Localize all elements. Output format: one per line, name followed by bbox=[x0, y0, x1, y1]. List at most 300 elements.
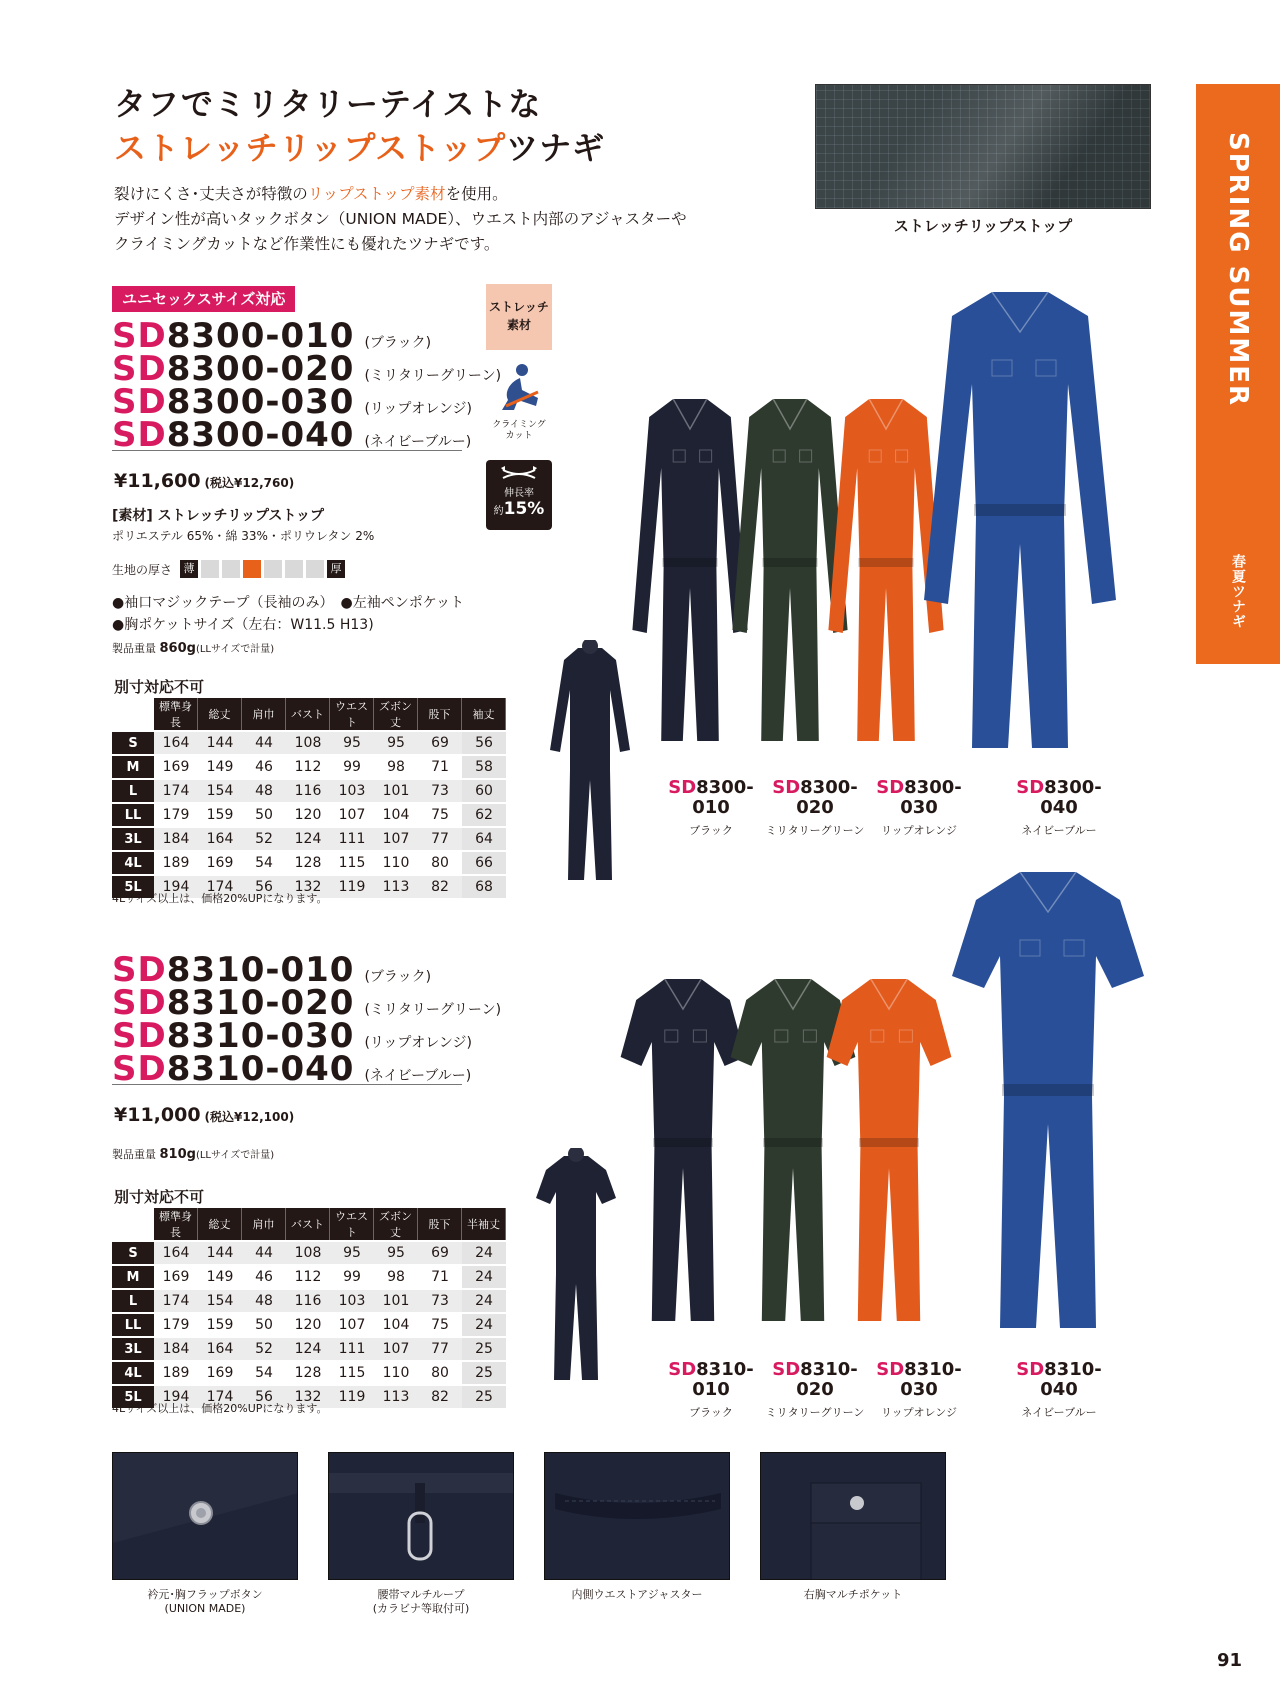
size-cell: 154 bbox=[198, 1290, 242, 1312]
climbing-cut-icon bbox=[486, 362, 552, 442]
size-cell: 24 bbox=[462, 1290, 506, 1312]
size-cell: 189 bbox=[154, 1362, 198, 1384]
size-label: M bbox=[112, 756, 154, 778]
size-cell: 82 bbox=[418, 1386, 462, 1408]
size-cell: 77 bbox=[418, 1338, 462, 1360]
size-cell: 52 bbox=[242, 828, 286, 850]
elongation-value: 15% bbox=[503, 499, 545, 519]
size-cell: 112 bbox=[286, 756, 330, 778]
model-number: 8310-040 bbox=[166, 1049, 355, 1089]
size-cell: 54 bbox=[242, 852, 286, 874]
size-header: ズボン丈 bbox=[374, 1208, 418, 1240]
size-cell: 194 bbox=[154, 1386, 198, 1408]
stretch-label-line2: 素材 bbox=[506, 318, 531, 332]
thickness-label: 生地の厚さ bbox=[112, 562, 173, 577]
size-cell: 149 bbox=[198, 756, 242, 778]
size-cell: 101 bbox=[374, 780, 418, 802]
size-cell: 69 bbox=[418, 1242, 462, 1264]
size-label: S bbox=[112, 1242, 154, 1264]
label-code-suffix: 030 bbox=[900, 797, 938, 818]
size-row bbox=[112, 828, 506, 850]
weight-value: 860g bbox=[159, 641, 196, 656]
label-prefix: SD bbox=[1016, 1359, 1045, 1380]
label-prefix: SD bbox=[668, 777, 697, 798]
size-label: 3L bbox=[112, 1338, 154, 1360]
size-cell: 48 bbox=[242, 780, 286, 802]
size-cell: 149 bbox=[198, 1266, 242, 1288]
size-cell: 174 bbox=[154, 1290, 198, 1312]
unisex-badge: ユニセックスサイズ対応 bbox=[112, 286, 295, 312]
size-cell: 132 bbox=[286, 876, 330, 898]
thickness-box bbox=[264, 560, 282, 578]
size-cell: 113 bbox=[374, 1386, 418, 1408]
coverall-orange bbox=[828, 399, 943, 741]
elongation-prefix: 約 bbox=[493, 506, 504, 517]
label-prefix: SD bbox=[876, 777, 905, 798]
size-label: 5L bbox=[112, 1386, 154, 1408]
model-photo-long-sleeve bbox=[540, 640, 640, 890]
label-prefix: SD bbox=[772, 777, 801, 798]
label-color-name: ブラック bbox=[689, 824, 733, 837]
product1-price bbox=[114, 470, 294, 492]
fabric-swatch-image bbox=[815, 84, 1151, 209]
climbing-label-line2: カット bbox=[505, 431, 533, 441]
size-header: 総丈 bbox=[198, 1208, 242, 1240]
size-cell: 73 bbox=[418, 780, 462, 802]
model-prefix: SD bbox=[112, 983, 167, 1023]
size-label: M bbox=[112, 1266, 154, 1288]
coverall-black bbox=[632, 399, 747, 741]
label-code-suffix: 010 bbox=[692, 797, 730, 818]
fabric-thickness bbox=[112, 560, 348, 578]
size-row bbox=[112, 756, 506, 778]
size-cell: 116 bbox=[286, 780, 330, 802]
size-cell: 80 bbox=[418, 1362, 462, 1384]
label-code-suffix: 020 bbox=[796, 1379, 834, 1400]
size-cell: 46 bbox=[242, 756, 286, 778]
size-label: LL bbox=[112, 804, 154, 826]
size-cell: 66 bbox=[462, 852, 506, 874]
product1-material bbox=[112, 506, 374, 546]
model-line bbox=[112, 349, 502, 389]
label-color-name: ネイビーブルー bbox=[1021, 824, 1097, 837]
label-color-name: ミリタリーグリーン bbox=[765, 824, 865, 837]
feature-item: ●胸ポケットサイズ（左右：W11.5 H13) bbox=[112, 617, 374, 633]
thickness-box bbox=[222, 560, 240, 578]
size-cell: 71 bbox=[418, 756, 462, 778]
label-code-suffix: 020 bbox=[796, 797, 834, 818]
size-cell: 64 bbox=[462, 828, 506, 850]
headline bbox=[114, 82, 605, 170]
weight-label: 製品重量 bbox=[112, 642, 156, 655]
size-cell: 113 bbox=[374, 876, 418, 898]
size-cell: 119 bbox=[330, 876, 374, 898]
label-code: 8310- bbox=[1044, 1359, 1102, 1380]
size-cell: 48 bbox=[242, 1290, 286, 1312]
size-label: 3L bbox=[112, 828, 154, 850]
feature-item: ●袖口マジックテープ（長袖のみ） ●左袖ペンポケット bbox=[112, 595, 465, 611]
model-line bbox=[112, 983, 502, 1023]
intro-highlight: リップストップ素材 bbox=[307, 185, 446, 203]
size-header: バスト bbox=[286, 698, 330, 730]
weight-value: 810g bbox=[159, 1147, 196, 1162]
size-label: 5L bbox=[112, 876, 154, 898]
size-cell: 108 bbox=[286, 732, 330, 754]
model-number: 8310-010 bbox=[166, 950, 355, 990]
size-cell: 179 bbox=[154, 1314, 198, 1336]
size-cell: 24 bbox=[462, 1266, 506, 1288]
model-line bbox=[112, 1049, 501, 1089]
coverall-black bbox=[621, 979, 746, 1321]
detail-photo-waist-loop bbox=[328, 1452, 514, 1580]
size-cell: 104 bbox=[374, 804, 418, 826]
model-prefix: SD bbox=[112, 950, 167, 990]
size-cell: 164 bbox=[198, 1338, 242, 1360]
size-header-blank bbox=[112, 698, 154, 730]
intro-line3: クライミングカットなど作業性にも優れたツナギです。 bbox=[114, 235, 500, 253]
size-cell: 25 bbox=[462, 1338, 506, 1360]
product2-weight bbox=[112, 1146, 274, 1162]
detail-caption-line2: (カラビナ等取付可) bbox=[372, 1602, 470, 1615]
size-cell: 73 bbox=[418, 1290, 462, 1312]
detail-caption-line2: (UNION MADE) bbox=[164, 1602, 246, 1615]
model-line bbox=[112, 382, 501, 422]
size-cell: 119 bbox=[330, 1386, 374, 1408]
model-prefix: SD bbox=[112, 1016, 167, 1056]
label-color-name: ミリタリーグリーン bbox=[765, 1406, 865, 1419]
model-color: (リップオレンジ) bbox=[364, 1035, 472, 1051]
label-code-suffix: 010 bbox=[692, 1379, 730, 1400]
size-header: 肩巾 bbox=[242, 1208, 286, 1240]
size-row bbox=[112, 732, 506, 754]
headline-highlight: ストレッチリップストップ bbox=[114, 129, 507, 167]
size-cell: 98 bbox=[374, 756, 418, 778]
size-cell: 77 bbox=[418, 828, 462, 850]
size-cell: 80 bbox=[418, 852, 462, 874]
detail-photo-waist-adjuster bbox=[544, 1452, 730, 1580]
product-label bbox=[864, 778, 974, 838]
size-label: L bbox=[112, 1290, 154, 1312]
model-number: 8310-030 bbox=[166, 1016, 355, 1056]
size-row bbox=[112, 1290, 506, 1312]
product-label bbox=[760, 778, 870, 838]
band-subtitle: 春夏ツナギ bbox=[1230, 554, 1246, 629]
size-cell: 144 bbox=[198, 1242, 242, 1264]
headline-line2 bbox=[114, 126, 605, 170]
detail-caption-line1: 右胸マルチポケット bbox=[803, 1588, 903, 1601]
size-cell: 184 bbox=[154, 828, 198, 850]
size-label: LL bbox=[112, 1314, 154, 1336]
label-prefix: SD bbox=[876, 1359, 905, 1380]
detail-caption-line1: 腰帯マルチループ bbox=[377, 1588, 465, 1601]
label-prefix: SD bbox=[668, 1359, 697, 1380]
size-cell: 25 bbox=[462, 1362, 506, 1384]
model-line bbox=[112, 1016, 501, 1056]
label-color-name: ネイビーブルー bbox=[1021, 1406, 1097, 1419]
thickness-box bbox=[306, 560, 324, 578]
thickness-box bbox=[285, 560, 303, 578]
size-cell: 128 bbox=[286, 1362, 330, 1384]
size-cell: 164 bbox=[154, 1242, 198, 1264]
size-cell: 110 bbox=[374, 1362, 418, 1384]
size-cell: 69 bbox=[418, 732, 462, 754]
size-cell: 169 bbox=[154, 756, 198, 778]
size-cell: 103 bbox=[330, 1290, 374, 1312]
size-row bbox=[112, 1362, 506, 1384]
size-table-2 bbox=[112, 1206, 506, 1410]
product2-price bbox=[114, 1104, 294, 1126]
size-cell: 124 bbox=[286, 828, 330, 850]
model-line bbox=[112, 950, 501, 990]
detail-photo-collar-button bbox=[112, 1452, 298, 1580]
price-tax: (税込¥12,760) bbox=[204, 476, 295, 490]
size-cell: 132 bbox=[286, 1386, 330, 1408]
detail-caption-line1: 衿元･胸フラップボタン bbox=[147, 1588, 263, 1601]
size-header: 袖丈 bbox=[462, 698, 506, 730]
size-header: 股下 bbox=[418, 1208, 462, 1240]
size-cell: 95 bbox=[330, 1242, 374, 1264]
size-cell: 56 bbox=[242, 1386, 286, 1408]
climbing-label-line1: クライミング bbox=[492, 420, 546, 430]
fabric-swatch-caption: ストレッチリップストップ bbox=[893, 217, 1073, 235]
size-cell: 75 bbox=[418, 1314, 462, 1336]
size-row bbox=[112, 804, 506, 826]
size-header: 肩巾 bbox=[242, 698, 286, 730]
size-cell: 46 bbox=[242, 1266, 286, 1288]
size-cell: 174 bbox=[198, 1386, 242, 1408]
size-cell: 164 bbox=[198, 828, 242, 850]
label-code-suffix: 040 bbox=[1040, 1379, 1078, 1400]
size-header: 標準身長 bbox=[154, 1208, 198, 1240]
size-cell: 82 bbox=[418, 876, 462, 898]
elongation-icon bbox=[486, 460, 552, 530]
size-cell: 44 bbox=[242, 1242, 286, 1264]
size-cell: 50 bbox=[242, 1314, 286, 1336]
material-name: [素材] ストレッチリップストップ bbox=[112, 508, 324, 524]
model-color: (ブラック) bbox=[364, 335, 432, 351]
size-header: 股下 bbox=[418, 698, 462, 730]
thickness-thin: 薄 bbox=[180, 560, 198, 578]
label-code: 8310- bbox=[800, 1359, 858, 1380]
size-note: 4Lサイズ以上は、価格20%UPになります。 bbox=[112, 1402, 328, 1415]
size-label: L bbox=[112, 780, 154, 802]
detail-caption bbox=[112, 1588, 298, 1616]
short-sleeve-coveralls-group bbox=[618, 860, 1198, 1340]
band-title: SPRING SUMMER bbox=[1223, 132, 1253, 407]
size-cell: 95 bbox=[330, 732, 374, 754]
size-cell: 95 bbox=[374, 732, 418, 754]
model-number: 8310-020 bbox=[166, 983, 355, 1023]
size-cell: 116 bbox=[286, 1290, 330, 1312]
size-header: ウエスト bbox=[330, 698, 374, 730]
size-cell: 120 bbox=[286, 804, 330, 826]
size-header: ウエスト bbox=[330, 1208, 374, 1240]
model-color: (ネイビーブルー) bbox=[364, 434, 472, 450]
size-header: ズボン丈 bbox=[374, 698, 418, 730]
size-cell: 104 bbox=[374, 1314, 418, 1336]
coverall-green bbox=[732, 399, 847, 741]
size-row bbox=[112, 1338, 506, 1360]
size-cell: 107 bbox=[374, 828, 418, 850]
size-header: 標準身長 bbox=[154, 698, 198, 730]
price-tax: (税込¥12,100) bbox=[204, 1110, 295, 1124]
size-cell: 99 bbox=[330, 756, 374, 778]
page-number: 91 bbox=[1216, 1650, 1242, 1671]
label-color-name: リップオレンジ bbox=[881, 1406, 957, 1419]
stretch-material-icon bbox=[486, 284, 552, 350]
size-cell: 115 bbox=[330, 1362, 374, 1384]
size-cell: 24 bbox=[462, 1314, 506, 1336]
model-prefix: SD bbox=[112, 1049, 167, 1089]
size-cell: 120 bbox=[286, 1314, 330, 1336]
size-cell: 98 bbox=[374, 1266, 418, 1288]
size-table-title: 別寸対応不可 bbox=[114, 678, 205, 696]
price-value: ¥11,000 bbox=[114, 1104, 201, 1126]
size-cell: 60 bbox=[462, 780, 506, 802]
label-code: 8300- bbox=[1044, 777, 1102, 798]
intro-line1-pre: 裂けにくさ･丈夫さが特徴の bbox=[114, 185, 308, 203]
label-code-suffix: 040 bbox=[1040, 797, 1078, 818]
model-line bbox=[112, 316, 501, 356]
size-table-title: 別寸対応不可 bbox=[114, 1188, 205, 1206]
label-prefix: SD bbox=[1016, 777, 1045, 798]
product-label bbox=[656, 1360, 766, 1420]
size-cell: 71 bbox=[418, 1266, 462, 1288]
model-number: 8300-040 bbox=[166, 415, 355, 455]
size-cell: 99 bbox=[330, 1266, 374, 1288]
stretch-arrows-icon bbox=[499, 464, 539, 484]
model-color: (リップオレンジ) bbox=[364, 401, 472, 417]
long-sleeve-coveralls-group bbox=[630, 280, 1190, 760]
model-color: (ネイビーブルー) bbox=[364, 1068, 472, 1084]
size-cell: 115 bbox=[330, 852, 374, 874]
size-cell: 174 bbox=[198, 876, 242, 898]
size-table-1 bbox=[112, 696, 506, 900]
product1-features bbox=[112, 592, 464, 636]
model-color: (ミリタリーグリーン) bbox=[364, 368, 502, 384]
product2-models bbox=[112, 950, 502, 1089]
stretch-label-line1: ストレッチ bbox=[489, 300, 549, 314]
detail-caption bbox=[760, 1588, 946, 1602]
size-cell: 52 bbox=[242, 1338, 286, 1360]
label-code: 8300- bbox=[800, 777, 858, 798]
intro-line2: デザイン性が高いタックボタン（UNION MADE）、ウエスト内部のアジャスターや bbox=[114, 210, 687, 228]
size-cell: 103 bbox=[330, 780, 374, 802]
size-cell: 107 bbox=[330, 1314, 374, 1336]
size-cell: 75 bbox=[418, 804, 462, 826]
category-band bbox=[1196, 84, 1280, 664]
detail-caption bbox=[328, 1588, 514, 1616]
product-label bbox=[760, 1360, 870, 1420]
material-composition: ポリエステル 65%・綿 33%・ポリウレタン 2% bbox=[112, 529, 375, 543]
product-label bbox=[1004, 1360, 1114, 1420]
label-code: 8310- bbox=[904, 1359, 962, 1380]
size-cell: 56 bbox=[462, 732, 506, 754]
label-prefix: SD bbox=[772, 1359, 801, 1380]
size-cell: 169 bbox=[198, 852, 242, 874]
size-cell: 194 bbox=[154, 876, 198, 898]
size-cell: 169 bbox=[198, 1362, 242, 1384]
size-cell: 25 bbox=[462, 1386, 506, 1408]
intro-line1-post: を使用。 bbox=[445, 185, 508, 203]
weight-note: (LLサイズで計量) bbox=[195, 644, 275, 655]
model-color: (ブラック) bbox=[364, 969, 432, 985]
size-cell: 144 bbox=[198, 732, 242, 754]
size-cell: 128 bbox=[286, 852, 330, 874]
headline-rest: ツナギ bbox=[506, 129, 606, 167]
size-cell: 107 bbox=[374, 1338, 418, 1360]
size-header: 半袖丈 bbox=[462, 1208, 506, 1240]
size-cell: 58 bbox=[462, 756, 506, 778]
size-cell: 159 bbox=[198, 804, 242, 826]
headline-line1: タフでミリタリーテイストな bbox=[114, 85, 542, 123]
model-number: 8300-020 bbox=[166, 349, 355, 389]
size-cell: 159 bbox=[198, 1314, 242, 1336]
model-prefix: SD bbox=[112, 349, 167, 389]
size-cell: 179 bbox=[154, 804, 198, 826]
coverall-navy bbox=[924, 292, 1116, 748]
label-color-name: ブラック bbox=[689, 1406, 733, 1419]
size-cell: 189 bbox=[154, 852, 198, 874]
size-cell: 24 bbox=[462, 1242, 506, 1264]
detail-photo-chest-pocket bbox=[760, 1452, 946, 1580]
weight-label: 製品重量 bbox=[112, 1148, 156, 1161]
price-value: ¥11,600 bbox=[114, 470, 201, 492]
product-label bbox=[656, 778, 766, 838]
size-cell: 184 bbox=[154, 1338, 198, 1360]
size-cell: 50 bbox=[242, 804, 286, 826]
intro-text bbox=[114, 182, 687, 257]
climbing-figure-icon bbox=[492, 362, 546, 416]
size-header: 総丈 bbox=[198, 698, 242, 730]
coverall-orange bbox=[827, 979, 952, 1321]
size-cell: 56 bbox=[242, 876, 286, 898]
model-color: (ミリタリーグリーン) bbox=[364, 1002, 502, 1018]
size-cell: 101 bbox=[374, 1290, 418, 1312]
size-row bbox=[112, 1266, 506, 1288]
detail-caption bbox=[544, 1588, 730, 1602]
size-cell: 108 bbox=[286, 1242, 330, 1264]
label-code: 8300- bbox=[696, 777, 754, 798]
size-header-blank bbox=[112, 1208, 154, 1240]
size-cell: 111 bbox=[330, 828, 374, 850]
size-cell: 111 bbox=[330, 1338, 374, 1360]
size-cell: 164 bbox=[154, 732, 198, 754]
model-prefix: SD bbox=[112, 382, 167, 422]
size-cell: 68 bbox=[462, 876, 506, 898]
thickness-thick: 厚 bbox=[327, 560, 345, 578]
size-label: S bbox=[112, 732, 154, 754]
size-row bbox=[112, 1242, 506, 1264]
size-cell: 95 bbox=[374, 1242, 418, 1264]
product1-weight bbox=[112, 640, 274, 656]
size-label: 4L bbox=[112, 852, 154, 874]
model-photo-short-sleeve bbox=[526, 1148, 626, 1388]
label-code: 8300- bbox=[904, 777, 962, 798]
model-prefix: SD bbox=[112, 316, 167, 356]
elongation-label: 伸長率 bbox=[504, 488, 534, 499]
model-line bbox=[112, 415, 501, 455]
coverall-navy bbox=[952, 872, 1144, 1328]
product1-models bbox=[112, 316, 502, 455]
size-cell: 112 bbox=[286, 1266, 330, 1288]
size-note: 4Lサイズ以上は、価格20%UPになります。 bbox=[112, 892, 328, 905]
size-label: 4L bbox=[112, 1362, 154, 1384]
size-cell: 169 bbox=[154, 1266, 198, 1288]
model-number: 8300-030 bbox=[166, 382, 355, 422]
size-cell: 124 bbox=[286, 1338, 330, 1360]
size-header: バスト bbox=[286, 1208, 330, 1240]
